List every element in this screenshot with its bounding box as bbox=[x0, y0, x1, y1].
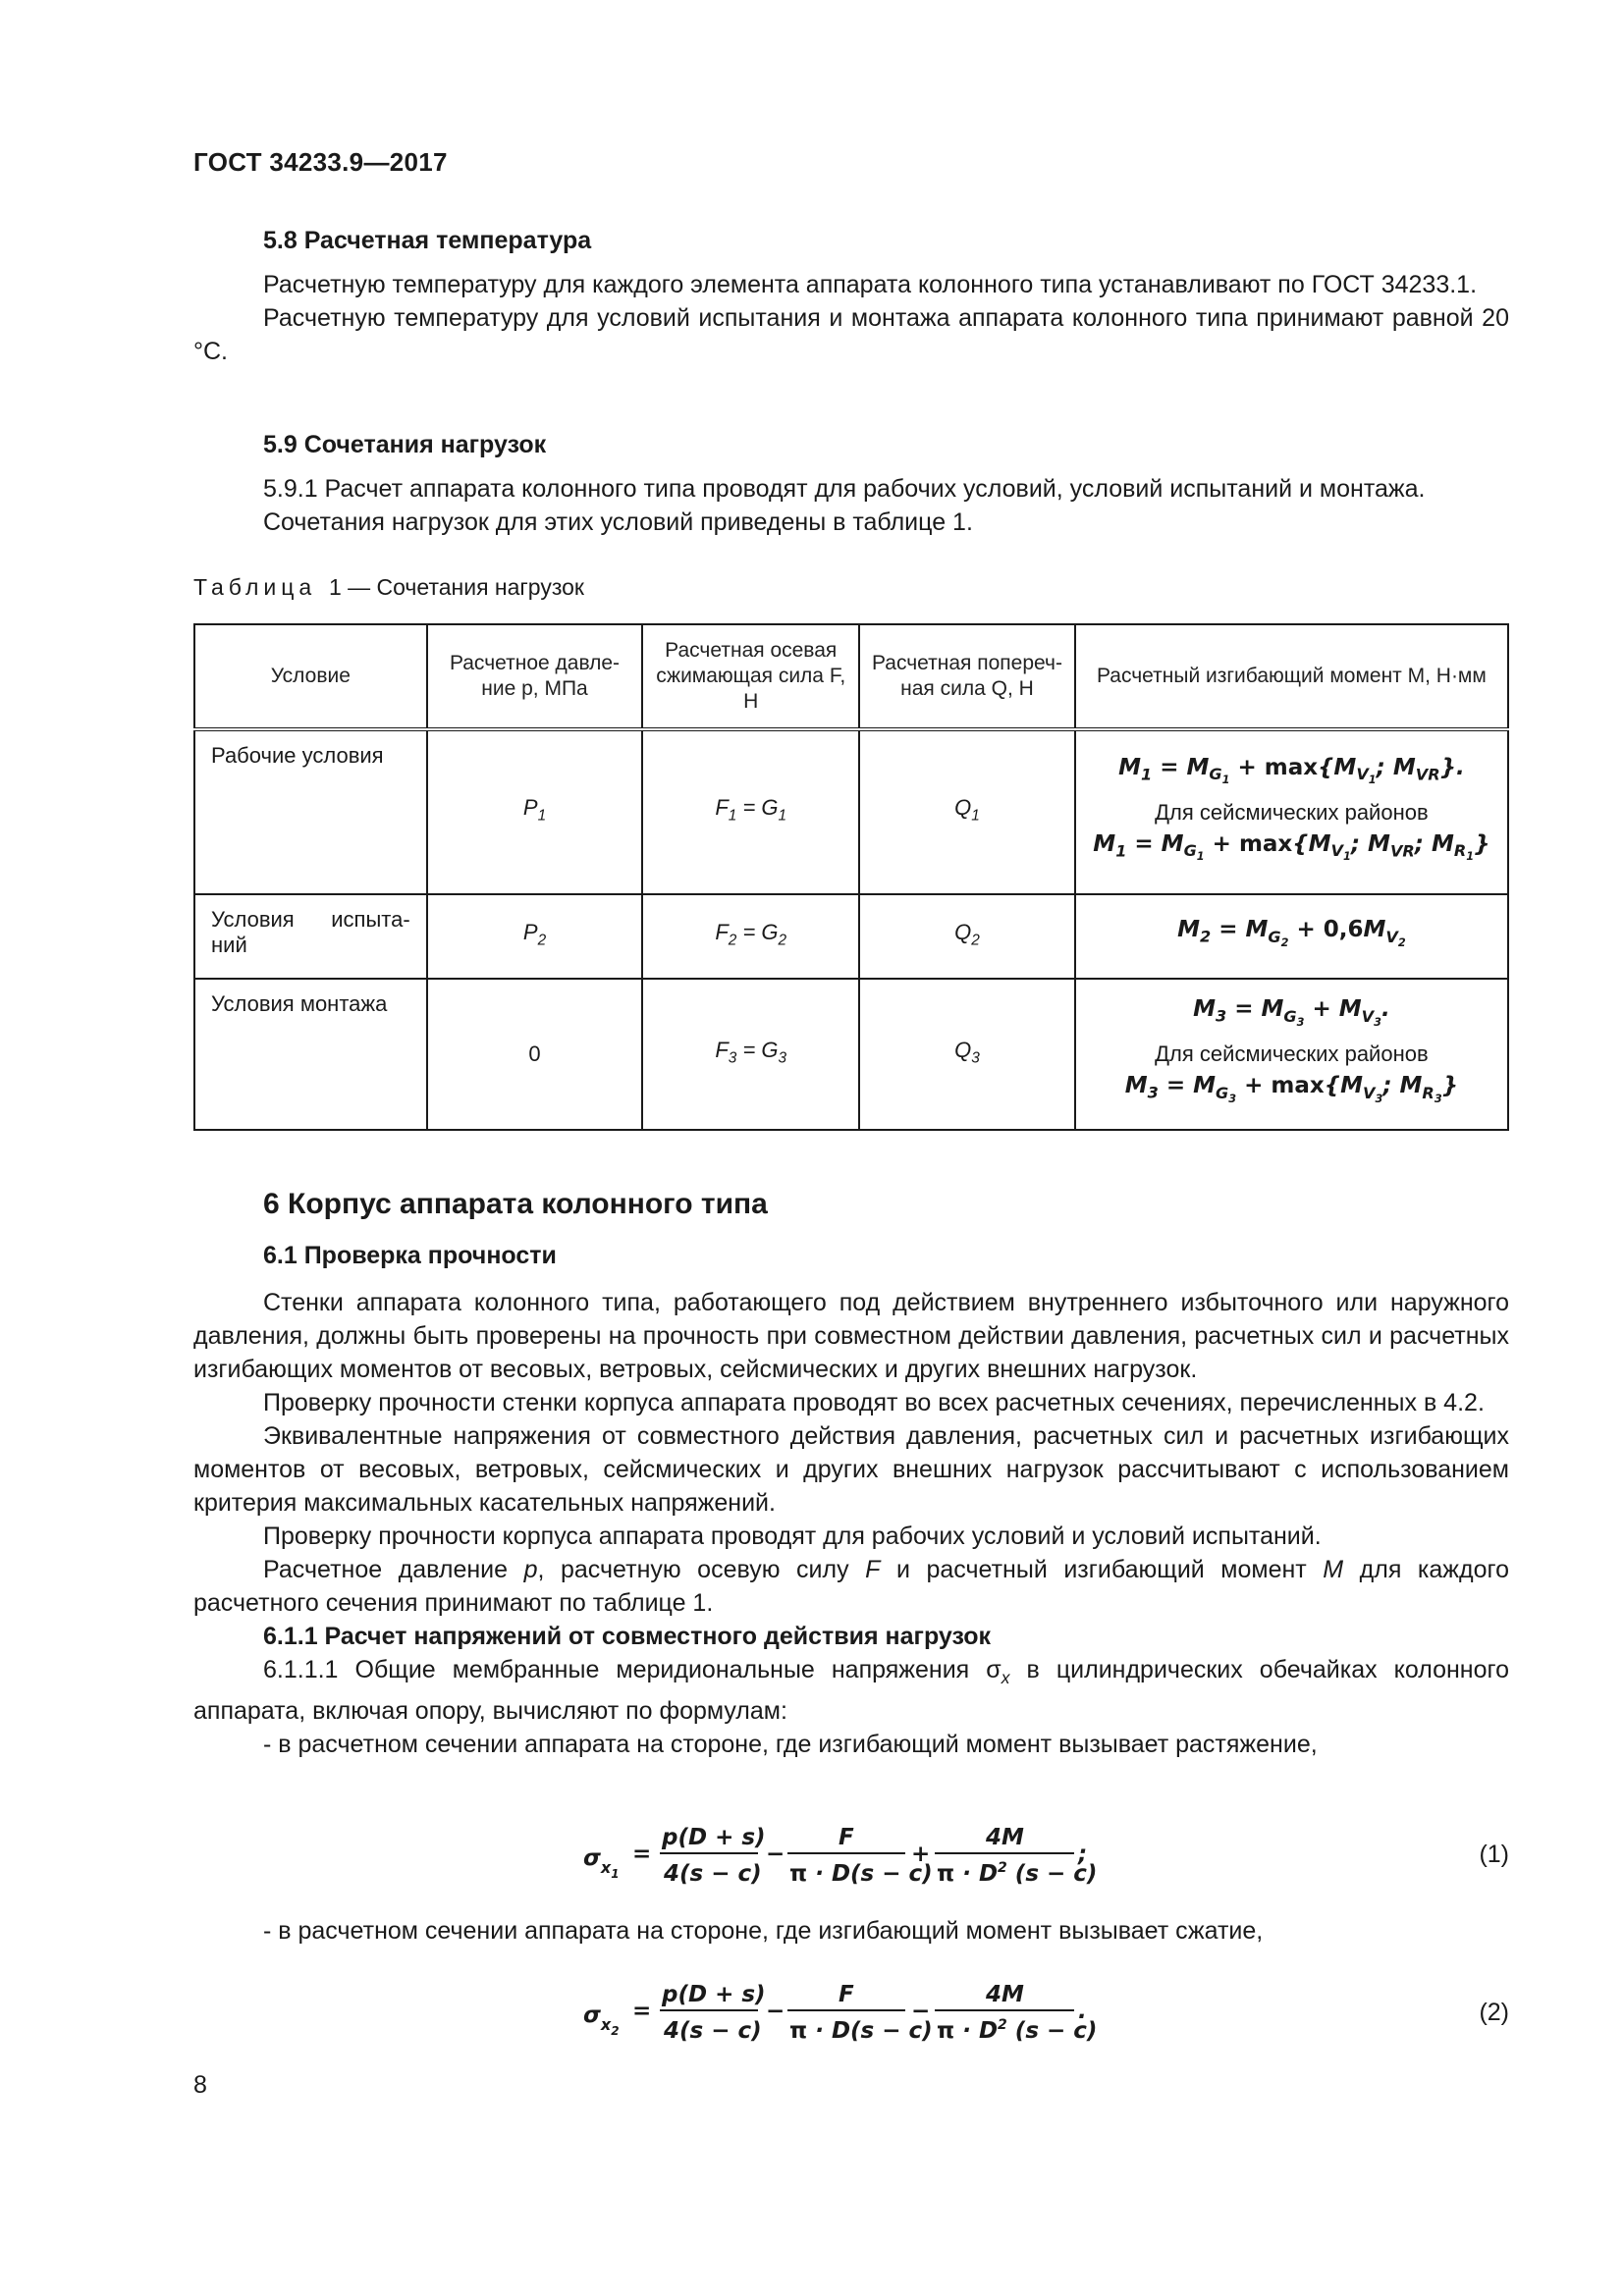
svg-text:σx1: $\sigma_{x1}$ bbox=[583, 1845, 620, 1881]
svg-text:F: F bbox=[839, 1982, 854, 2007]
condition-cell: Условия монтажа bbox=[194, 979, 427, 1130]
pressure-cell: $P_1$ bbox=[427, 729, 643, 894]
subsection-title: 6.1.1 Расчет напряжений от совместного действия нагрузок bbox=[263, 1623, 992, 1650]
seismic-note: Для сейсмических районов bbox=[1155, 1041, 1429, 1066]
section-5-8 bbox=[193, 224, 1509, 368]
svg-text:4M: 4M bbox=[986, 1825, 1024, 1850]
header-cell: Расчетная попереч-ная сила Q, Н bbox=[859, 624, 1075, 729]
header-cell: Расчетная осевая сжимающая сила F, Н bbox=[642, 624, 859, 729]
shear-force-cell: $Q_3$ bbox=[859, 979, 1075, 1130]
axial-force-cell: $F_2 = G_2$ bbox=[642, 894, 859, 979]
equation-number: (1) bbox=[1479, 1841, 1509, 1868]
seismic-note: Для сейсмических районов bbox=[1155, 799, 1429, 825]
moment-formula-seismic: $M_3 = M_{G_3} + \max\{M_{V_3}$; $M_{R_3}$} bbox=[1124, 1073, 1459, 1105]
svg-text:p(D + s): p(D + s) bbox=[662, 1825, 766, 1850]
moment-formula: $M_3 = M_{G_3} + M_{V_3}$. bbox=[1193, 996, 1390, 1029]
paragraph: Расчетную температуру для каждого элемента аппарата колонного типа устанавливают по ГОСТ 34233.1. bbox=[263, 271, 1478, 298]
condition-cell: Рабочие условия bbox=[194, 729, 427, 894]
svg-text:=: = bbox=[632, 1842, 652, 1867]
table-row bbox=[194, 729, 1508, 894]
moment-cell bbox=[1075, 894, 1508, 979]
svg-text:−: − bbox=[766, 1999, 785, 2024]
section-6 bbox=[193, 1188, 1509, 1761]
bullet-item: - в расчетном сечении аппарата на стороне, где изгибающий момент вызывает растяжение, bbox=[263, 1731, 1318, 1758]
section-title: 5.9 Сочетания нагрузок bbox=[263, 431, 547, 458]
svg-text:4M: 4M bbox=[986, 1982, 1024, 2007]
section-6-cont bbox=[193, 1914, 1509, 1948]
equation-number: (2) bbox=[1479, 1999, 1509, 2026]
condition-cell: Условия испыта-ний bbox=[194, 894, 427, 979]
shear-force-cell: $Q_1$ bbox=[859, 729, 1075, 894]
svg-text:.: . bbox=[1078, 1999, 1087, 2024]
section-5-9 bbox=[193, 428, 1509, 539]
svg-text:=: = bbox=[632, 1999, 652, 2024]
svg-text:π · D(s − c): π · D(s − c) bbox=[789, 2018, 933, 2044]
paragraph: Эквивалентные напряжения от совместного действия давления, расчетных сил и расчетных изгибающих моментов от весовых, ветровых, сейсмических и других внешних нагрузок рассчитывают с использованием критерия максимальных касательных напряжений. bbox=[193, 1422, 1509, 1517]
paragraph: Расчетное давление p, расчетную осевую силу F и расчетный изгибающий момент M для каждого расчетного сечения принимают по таблице 1. bbox=[193, 1556, 1509, 1617]
loads-table bbox=[193, 623, 1509, 1131]
paragraph: Проверку прочности стенки корпуса аппарата проводят во всех расчетных сечениях, перечисленных в 4.2. bbox=[263, 1389, 1485, 1416]
svg-text:4(s − c): 4(s − c) bbox=[664, 2018, 762, 2044]
header-cell: Расчетный изгибающий момент M, Н·мм bbox=[1075, 624, 1508, 729]
moment-cell bbox=[1075, 729, 1508, 894]
table-header-row bbox=[194, 624, 1508, 729]
svg-text:π · D2 (s − c): $\pi \cdot D^2$ (s − c) bbox=[937, 2017, 1098, 2044]
pressure-cell: $P_2$ bbox=[427, 894, 643, 979]
axial-force-cell: $F_3 = G_3$ bbox=[642, 979, 859, 1130]
paragraph: 6.1.1.1 Общие мембранные меридиональные напряжения $\sigma_x$ в цилиндрических обечайках колонного аппарата, включая опору, вычисляют по формулам: bbox=[193, 1656, 1509, 1725]
paragraph: Проверку прочности корпуса аппарата проводят для рабочих условий и условий испытаний. bbox=[263, 1522, 1322, 1550]
svg-text:4(s − c): 4(s − c) bbox=[664, 1861, 762, 1887]
axial-force-cell: $F_1 = G_1$ bbox=[642, 729, 859, 894]
moment-formula: $M_1 = M_{G_1} + \max\{M_{V_1}$; $M_{VR}$}. bbox=[1118, 754, 1465, 787]
moment-formula: $M_2 = M_{G_2} + 0,6M_{V_2}$ bbox=[1177, 917, 1406, 949]
table-caption: Таблица 1 — Сочетания нагрузок bbox=[193, 574, 584, 600]
section-title: 6.1 Проверка прочности bbox=[263, 1242, 557, 1269]
pressure-cell: 0 bbox=[427, 979, 643, 1130]
svg-text:−: − bbox=[766, 1842, 785, 1867]
paragraph: Стенки аппарата колонного типа, работающего под действием внутреннего избыточного или наружного давления, должны быть проверены на прочность при совместном действии давления, расчетных сил и расчетных изгибающих моментов от весовых, ветровых, сейсмических и других внешних нагрузок. bbox=[193, 1289, 1509, 1383]
document-header: ГОСТ 34233.9—2017 bbox=[193, 147, 448, 177]
paragraph: Расчетную температуру для условий испытания и монтажа аппарата колонного типа принимают равной 20 °С. bbox=[193, 304, 1509, 365]
svg-text:π · D(s − c): π · D(s − c) bbox=[789, 1861, 933, 1887]
header-cell: Условие bbox=[194, 624, 427, 729]
shear-force-cell: $Q_2$ bbox=[859, 894, 1075, 979]
svg-text:F: F bbox=[839, 1825, 854, 1850]
moment-formula-seismic: $M_1 = M_{G_1} + \max\{M_{V_1}$; $M_{VR}$; $M_{R_1}$} bbox=[1093, 830, 1490, 864]
svg-text:π · D2 (s − c): $\pi \cdot D^2$ (s − c) bbox=[937, 1860, 1098, 1887]
svg-text:p(D + s): p(D + s) bbox=[662, 1982, 766, 2007]
formula-1 bbox=[579, 1816, 1129, 1895]
svg-text:;: ; bbox=[1078, 1842, 1088, 1867]
paragraph: Сочетания нагрузок для этих условий приведены в таблице 1. bbox=[263, 508, 973, 536]
svg-text:σx2: $\sigma_{x2}$ bbox=[583, 2002, 620, 2038]
moment-cell bbox=[1075, 979, 1508, 1130]
svg-text:−: − bbox=[911, 1999, 931, 2024]
paragraph: 5.9.1 Расчет аппарата колонного типа проводят для рабочих условий, условий испытаний и монтажа. bbox=[263, 475, 1426, 503]
bullet-item: - в расчетном сечении аппарата на стороне, где изгибающий момент вызывает сжатие, bbox=[263, 1917, 1264, 1945]
chapter-title: 6 Корпус аппарата колонного типа bbox=[263, 1188, 768, 1220]
svg-text:+: + bbox=[911, 1842, 931, 1867]
table-row bbox=[194, 894, 1508, 979]
section-title: 5.8 Расчетная температура bbox=[263, 227, 592, 254]
header-cell: Расчетное давле-ние p, МПа bbox=[427, 624, 643, 729]
table-row bbox=[194, 979, 1508, 1130]
formula-2 bbox=[579, 1973, 1129, 2052]
page-number: 8 bbox=[193, 2071, 207, 2099]
